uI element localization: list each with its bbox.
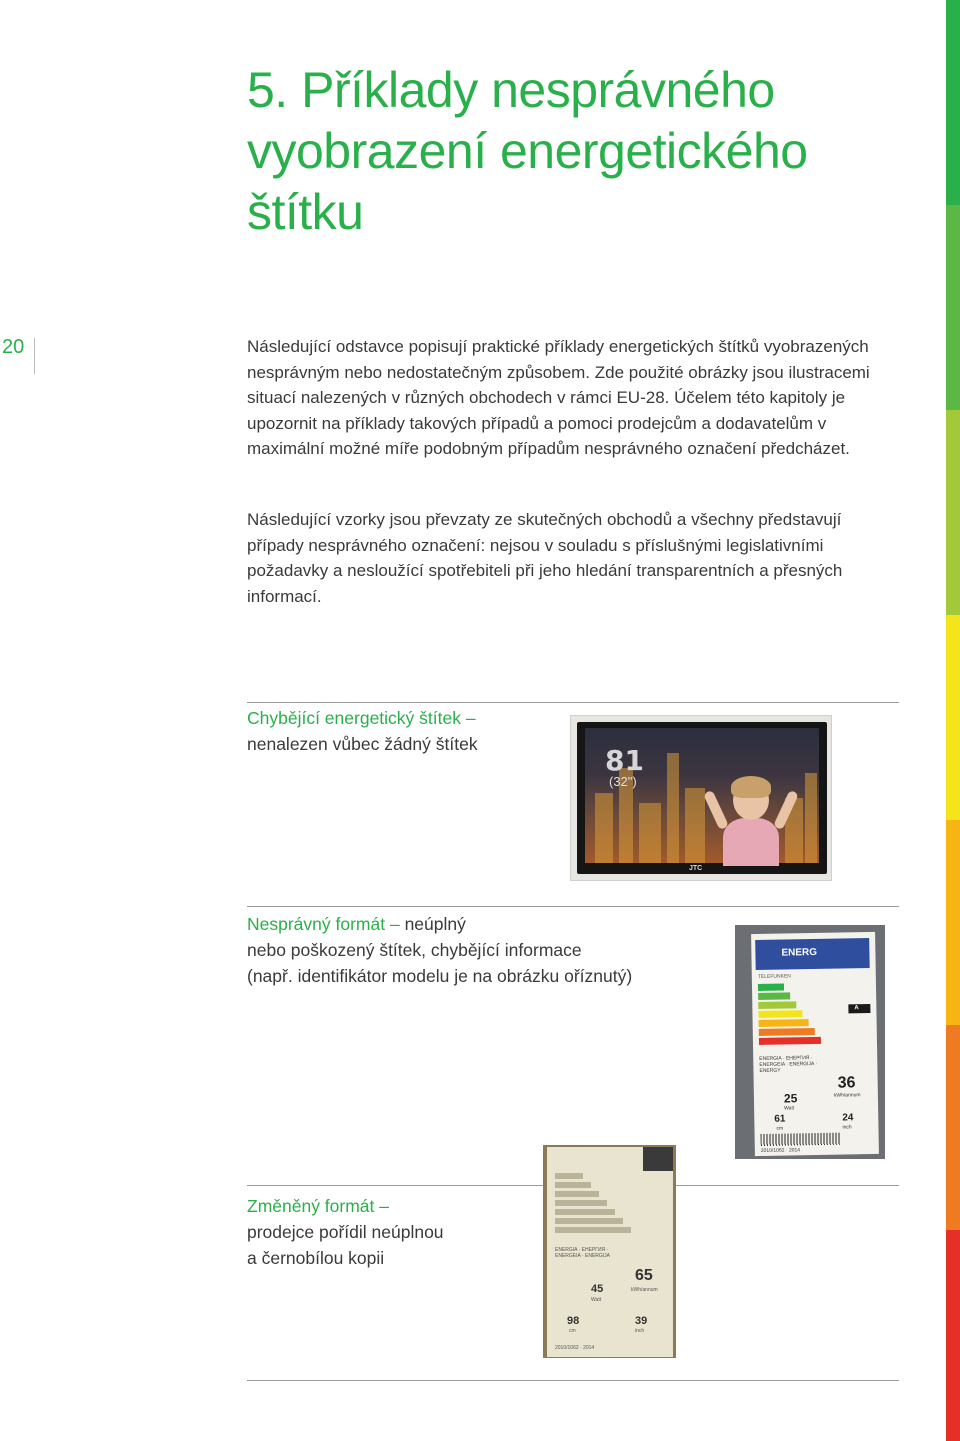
label-power: 45 [591, 1283, 604, 1295]
intro-paragraph-1: Následující odstavce popisují praktické příklady energetických štítků vyobrazených nesprávným nebo nedostatečným způsobem. Zde použité obrázky jsou ilustracemi situací nalezených v různých obchodech v rámci EU-28. Účelem této kapitoly je upozornit na příklady takových případů a pomoci prodejcům a dodavatelům v maximální možné míře podobným případům nesprávného označení předcházet. [247, 337, 870, 458]
example-description: nebo poškozený štítek, chybějící informace [247, 940, 582, 960]
section-divider [247, 906, 899, 907]
strip-segment-orange [946, 1025, 960, 1230]
label-languages: ENERGIA · ЕНЕРГИЯ · ENERGEIA · ENERGIJA · ENERGY [759, 1055, 818, 1074]
label-diagonal-inch: 24 [842, 1112, 854, 1124]
label-regulation: 2010/1062 · 2014 [760, 1147, 801, 1154]
tv-brand: JTC [689, 865, 703, 872]
strip-segment-amber [946, 820, 960, 1025]
energy-scale-strip [946, 0, 960, 1441]
page-number: 20 [2, 336, 25, 358]
label-annual-consumption: 36 [837, 1074, 856, 1092]
strip-segment-green-light [946, 205, 960, 410]
strip-segment-green [946, 0, 960, 205]
label-diagonal-cm: 61 [774, 1113, 786, 1125]
child-figure [723, 818, 779, 866]
tv-screen [585, 728, 819, 863]
intro-paragraph-2: Následující vzorky jsou převzaty ze skutečných obchodů a všechny představují případy nesprávného označení: nejsou v souladu s příslušnými legislativními požadavky a nesloužící spotřebiteli při jeho hledání transparentních a přesných informací. [247, 510, 843, 606]
label-regulation: 2010/1062 · 2014 [555, 1345, 595, 1351]
energy-label [751, 932, 879, 1156]
label-diagonal-cm: 98 [567, 1315, 580, 1327]
label-annual-unit: kWh/annum [833, 1092, 861, 1099]
example-heading: Nesprávný formát – [247, 914, 400, 934]
label-diagonal-cm-unit: cm [776, 1125, 784, 1132]
page-title: 5. Příklady nesprávného vyobrazení energetického štítku [247, 62, 808, 240]
label-header-text: ENERG [781, 946, 818, 959]
strip-segment-yellow [946, 615, 960, 820]
example-caption-missing-label [247, 705, 478, 757]
label-power-unit: Watt [784, 1105, 795, 1112]
tv-overlay-number: 81 [605, 744, 644, 777]
strip-segment-lime [946, 410, 960, 615]
class-marker: A [848, 1004, 870, 1013]
bw-copy-label-photo [543, 1145, 676, 1358]
example-caption-altered-format [247, 1193, 444, 1271]
barcode [761, 1133, 841, 1146]
label-diagonal-inch-unit: inch [635, 1328, 645, 1334]
strip-segment-red [946, 1230, 960, 1441]
label-annual-consumption: 65 [635, 1267, 653, 1284]
label-brand: TELEFUNKEN [757, 973, 791, 980]
section-divider [247, 702, 899, 703]
example-heading-rest: neúplný [399, 914, 466, 934]
label-diagonal-inch: 39 [635, 1315, 648, 1327]
eu-label-header [755, 938, 870, 970]
page-number-divider [34, 338, 35, 374]
tv-overlay-size: (32") [609, 774, 637, 789]
example-caption-wrong-format [247, 911, 632, 989]
example-description-2: a černobílou kopii [247, 1248, 385, 1268]
example-description: nenalezen vůbec žádný štítek [247, 734, 478, 754]
example-heading: Změněný formát – [247, 1196, 389, 1216]
label-corner-logo [643, 1147, 673, 1171]
example-heading: Chybějící energetický štítek – [247, 708, 476, 728]
label-languages: ENERGIA · ЕНЕРГИЯ · ENERGEIA · ENERGIJA [555, 1247, 611, 1259]
section-divider [247, 1380, 899, 1381]
tv-without-label-photo [570, 715, 832, 881]
label-diagonal-cm-unit: cm [569, 1328, 576, 1334]
label-power: 25 [783, 1091, 798, 1106]
example-description-2: (např. identifikátor modelu je na obrázku oříznutý) [247, 966, 633, 986]
label-diagonal-inch-unit: inch [842, 1124, 852, 1131]
damaged-label-photo [735, 925, 885, 1159]
label-annual-unit: kWh/annum [631, 1287, 658, 1293]
energy-label-copy [547, 1147, 673, 1357]
example-description: prodejce pořídil neúplnou [247, 1222, 444, 1242]
label-power-unit: Watt [591, 1297, 602, 1303]
